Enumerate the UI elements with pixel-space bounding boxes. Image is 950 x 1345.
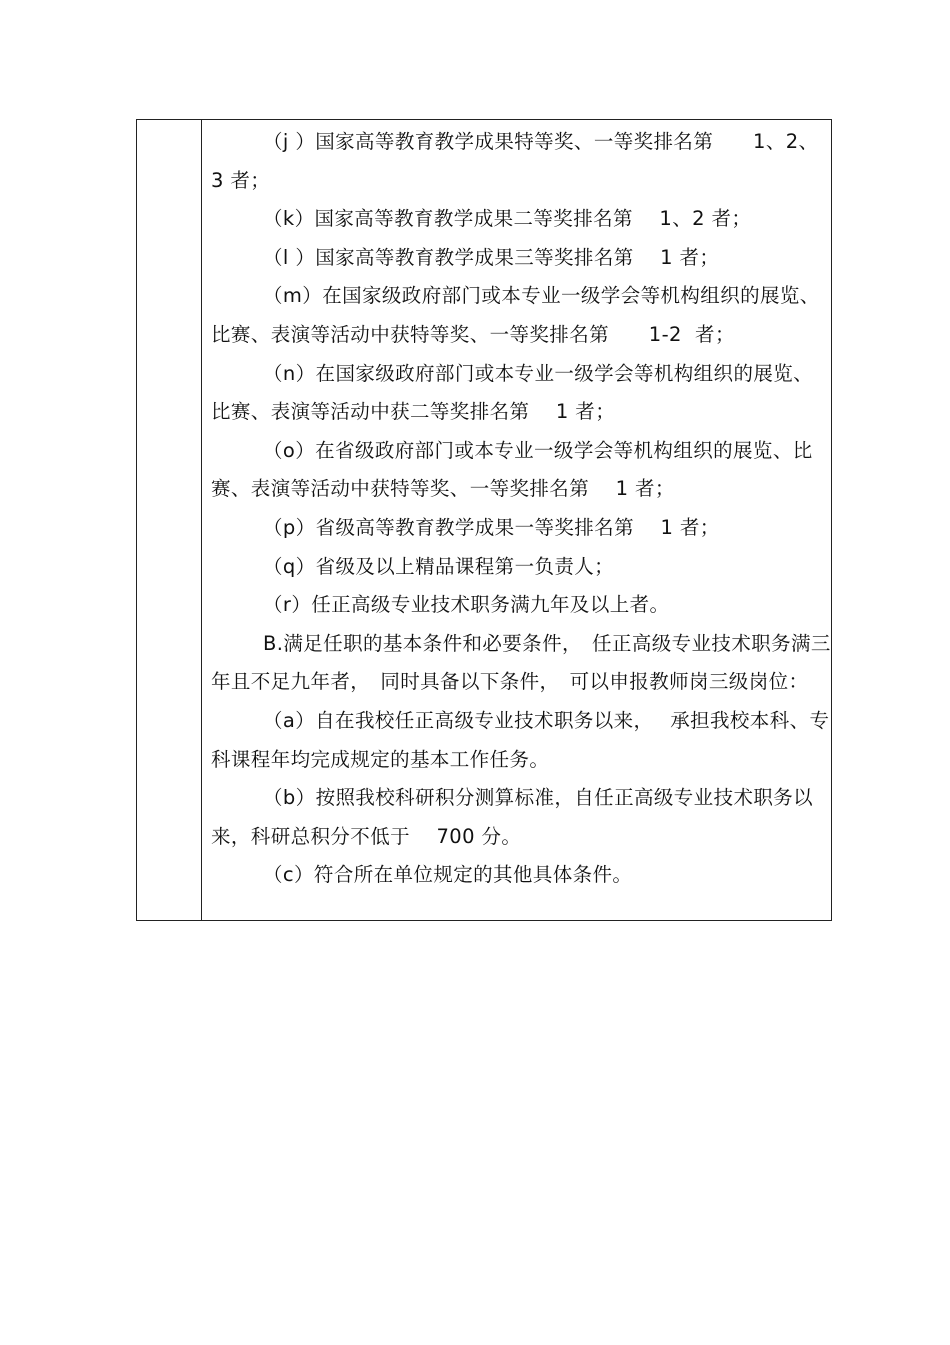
paragraph-b: （b）按照我校科研积分测算标准，自任正高级专业技术职务以来，科研总积分不低于 700 分。 <box>211 786 814 848</box>
paragraph-r: （r）任正高级专业技术职务满九年及以上者。 <box>263 593 670 617</box>
paragraph-p: （p）省级高等教育教学成果一等奖排名第 1 者； <box>263 515 720 539</box>
paragraph-o: （o）在省级政府部门或本专业一级学会等机构组织的展览、比赛、表演等活动中获特等奖、一等奖排名第 1 者； <box>211 438 813 501</box>
table-content-column <box>202 120 831 920</box>
paragraph-j: （j ）国家高等教育教学成果特等奖、一等奖排名第 1、2、3 者； <box>211 130 819 192</box>
criteria-table <box>136 119 832 921</box>
paragraph-k: （k）国家高等教育教学成果二等奖排名第 1、2 者； <box>263 207 752 231</box>
paragraph-n: （n）在国家级政府部门或本专业一级学会等机构组织的展览、比赛、表演等活动中获二等奖排名第 1 者； <box>211 361 814 424</box>
paragraph-a: （a）自在我校任正高级专业技术职务以来， 承担我校本科、专科课程年均完成规定的基本工作任务。 <box>211 708 830 771</box>
paragraph-l: （l ）国家高等教育教学成果三等奖排名第 1 者； <box>263 245 720 269</box>
paragraph-c: （c）符合所在单位规定的其他具体条件。 <box>263 863 633 887</box>
paragraph-q: （q）省级及以上精品课程第一负责人； <box>263 554 615 578</box>
paragraph-m: （m）在国家级政府部门或本专业一级学会等机构组织的展览、比赛、表演等活动中获特等奖、一等奖排名第 1-2 者； <box>211 284 820 346</box>
table-label-column <box>137 120 202 920</box>
paragraph-b-conditions: B.满足任职的基本条件和必要条件， 任正高级专业技术职务满三年且不足九年者， 同时具备以下条件， 可以申报教师岗三级岗位： <box>211 631 831 694</box>
